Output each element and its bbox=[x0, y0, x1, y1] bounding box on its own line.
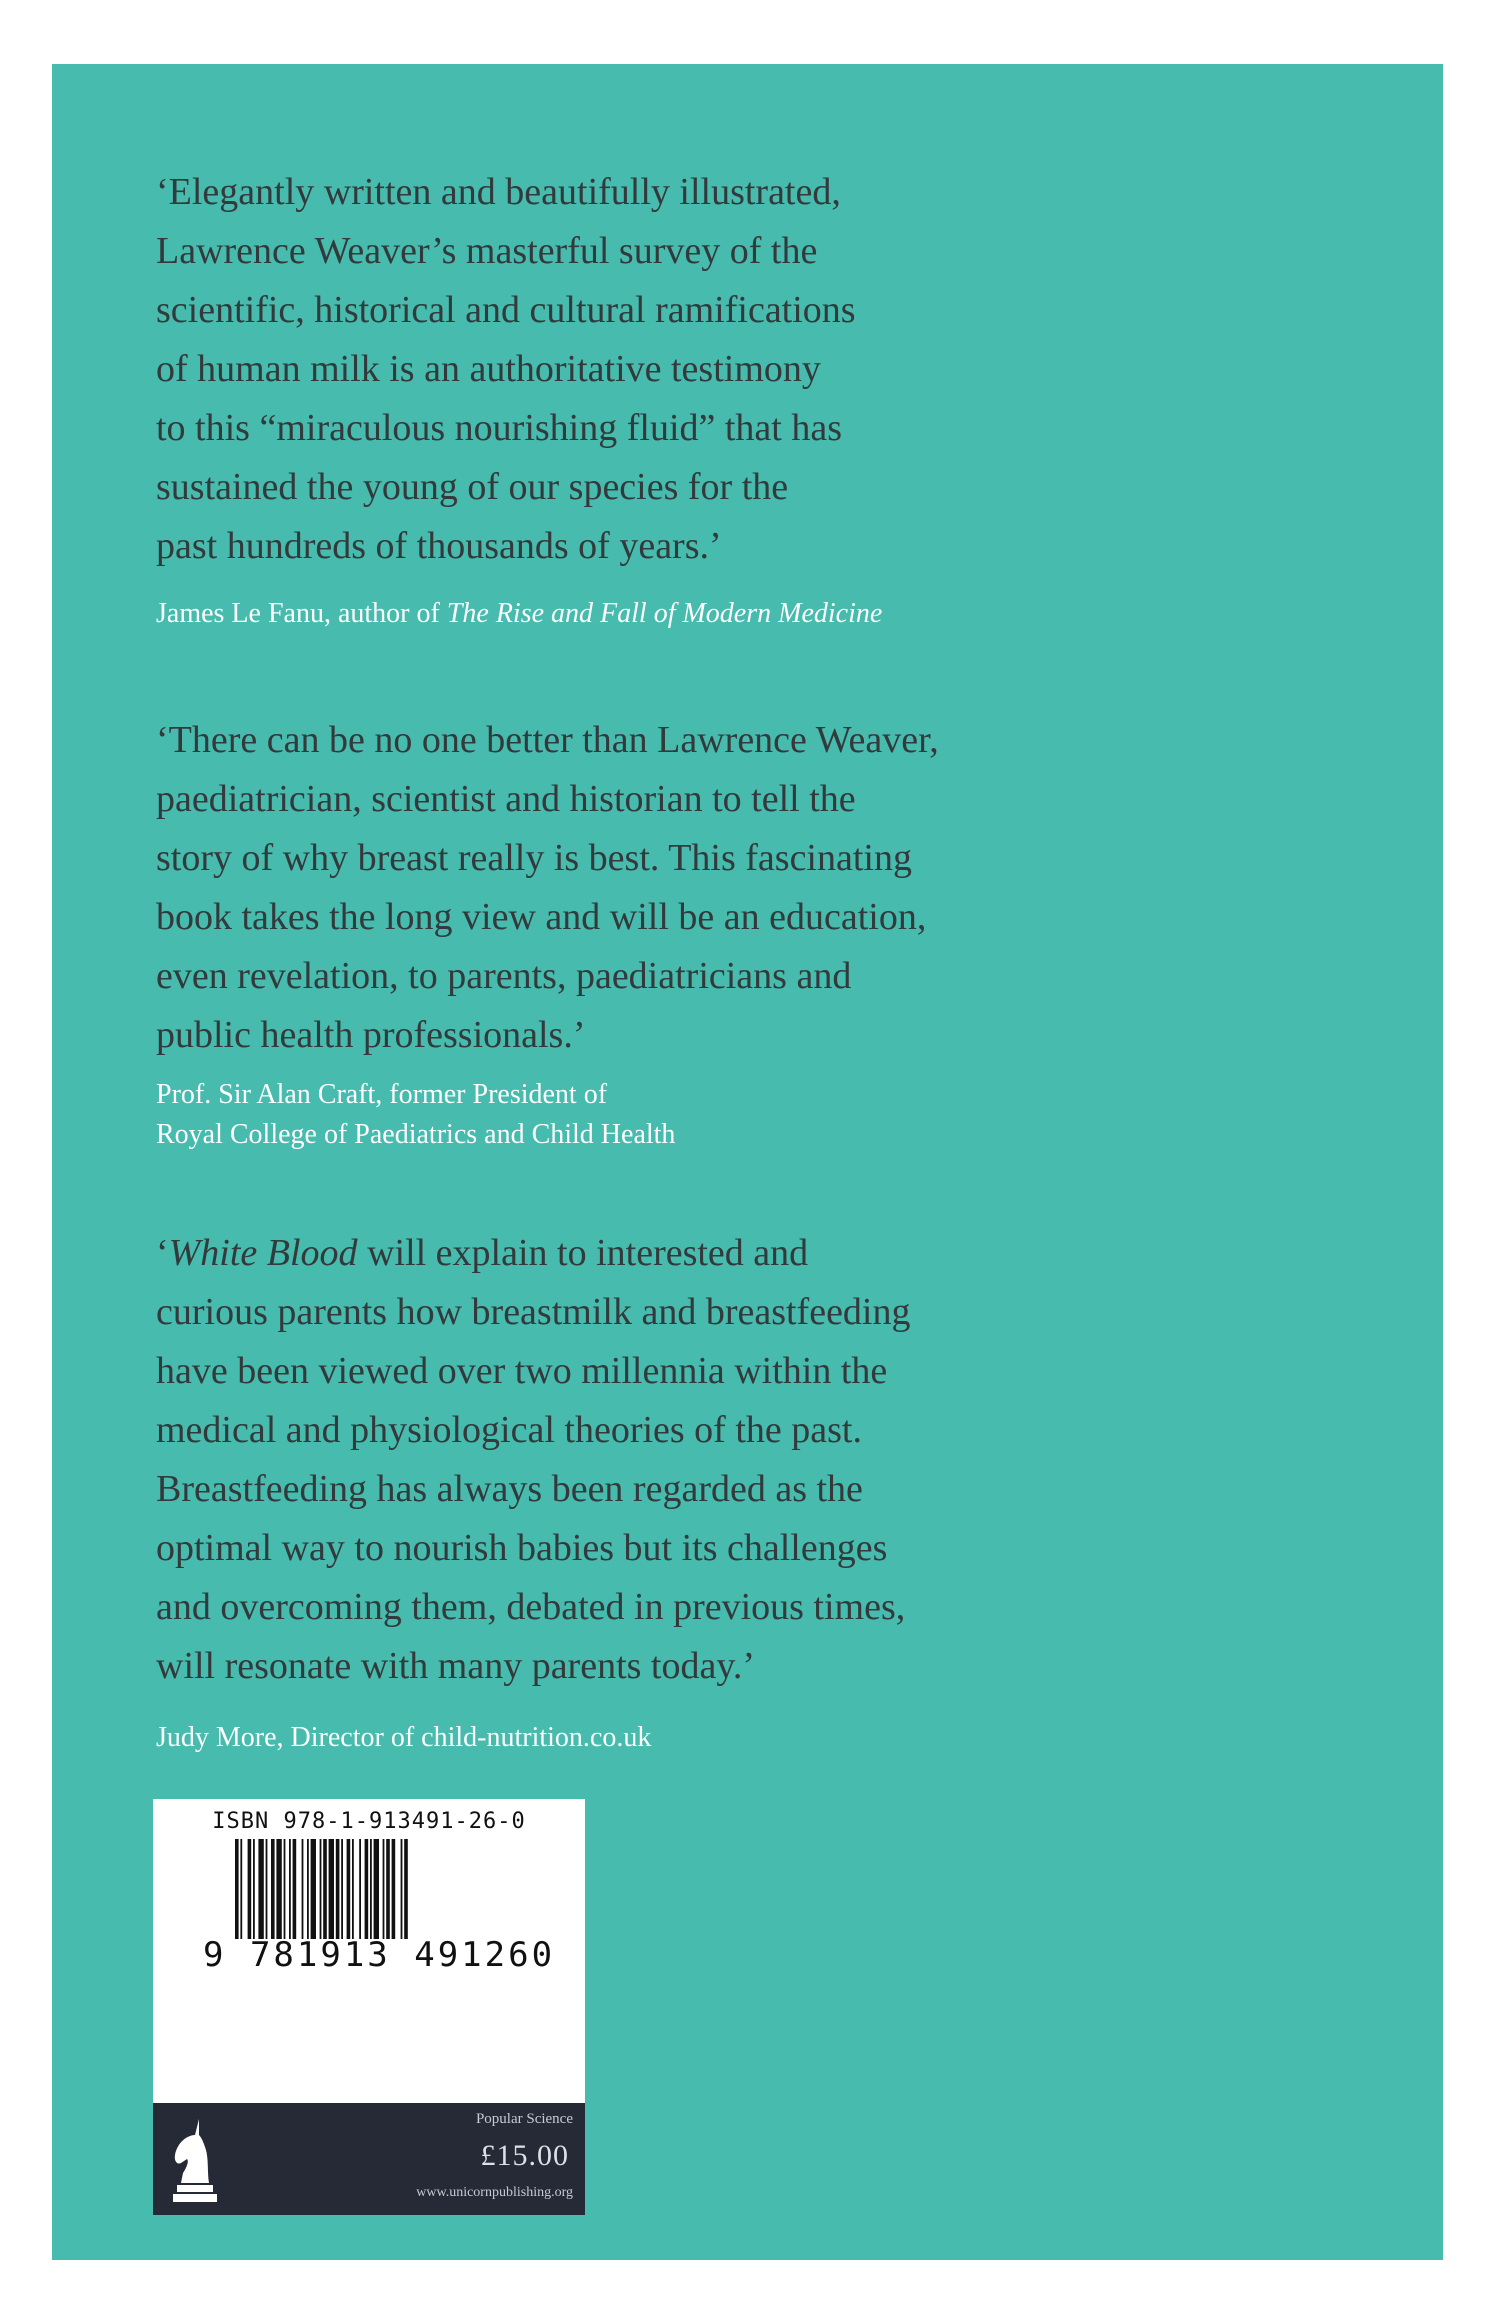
barcode-bar bbox=[347, 1839, 351, 1939]
attribution-name: James Le Fanu, author of bbox=[156, 598, 447, 629]
publisher-website: www.unicornpublishing.org bbox=[416, 2185, 573, 2200]
review-quote-2: ‘There can be no one better than Lawrence Weaver, paediatrician, scientist and historian to tell the story of why breast really is best. This fascinating book takes the long view and will be an education, even revelation, to parents, paediatricians and public health professionals.’ bbox=[156, 719, 939, 1056]
barcode-bar bbox=[284, 1839, 286, 1939]
quote-open-mark: ‘ bbox=[156, 1232, 169, 1274]
barcode-bar bbox=[365, 1839, 369, 1939]
barcode-bar bbox=[248, 1839, 252, 1939]
barcode-bar bbox=[383, 1839, 385, 1939]
barcode-bar bbox=[311, 1839, 316, 1939]
unicorn-chess-knight-icon bbox=[165, 2113, 227, 2205]
barcode-bar bbox=[276, 1839, 281, 1939]
barcode-bar bbox=[293, 1839, 297, 1939]
barcode-bar bbox=[401, 1839, 403, 1939]
barcode-bar bbox=[253, 1839, 255, 1939]
barcode-bar bbox=[329, 1839, 334, 1939]
barcode-bar bbox=[320, 1839, 322, 1939]
barcode-bar bbox=[235, 1839, 239, 1939]
quote-book-title: White Blood bbox=[168, 1232, 358, 1274]
barcode-bar bbox=[302, 1839, 304, 1939]
barcode-bar bbox=[336, 1839, 340, 1939]
barcode-bar bbox=[359, 1839, 361, 1939]
barcode-bar bbox=[392, 1839, 396, 1939]
barcode-bar bbox=[323, 1839, 327, 1939]
barcode-bar bbox=[386, 1839, 390, 1939]
isbn-label: ISBN 978-1-913491-26-0 bbox=[212, 1809, 526, 1834]
category-label: Popular Science bbox=[475, 2111, 573, 2127]
review-attribution-2: Prof. Sir Alan Craft, former President of Royal College of Paediatrics and Child Health bbox=[156, 1079, 676, 1150]
barcode-bar bbox=[266, 1839, 268, 1939]
barcode-bar bbox=[240, 1839, 242, 1939]
barcode-bar bbox=[341, 1839, 343, 1939]
review-quote-1: ‘Elegantly written and beautifully illustrated, Lawrence Weaver’s masterful survey of the scientific, historical and cultural ramifications of human milk is an authoritative testimony to this “miraculous nourishing fluid” that has sustained the young of our species for the past hundreds of thousands of years.’ bbox=[156, 171, 856, 567]
ean-digits: 9 781913 491260 bbox=[203, 1935, 556, 1975]
barcode-bars bbox=[235, 1839, 555, 1939]
barcode-bar bbox=[370, 1839, 372, 1939]
barcode-bar bbox=[374, 1839, 379, 1939]
price-label: £15.00 bbox=[480, 2139, 569, 2172]
publisher-panel bbox=[153, 2103, 585, 2215]
barcode-panel bbox=[153, 1799, 585, 2103]
attribution-book-title: The Rise and Fall of Modern Medicine bbox=[446, 598, 883, 629]
review-attribution-3: Judy More, Director of child-nutrition.co.uk bbox=[156, 1722, 652, 1753]
quote-body: will explain to interested and curious parents how breastmilk and breastfeeding have been viewed over two millennia within the medical and physiological theories of the past. Breastfeeding has always been regarded as the optimal way to nourish babies but its challenges and overcoming them, debated in previous times, will resonate with many parents today.’ bbox=[156, 1232, 911, 1687]
review-attribution-1 bbox=[156, 594, 882, 634]
barcode-bar bbox=[404, 1839, 408, 1939]
review-quote-3 bbox=[156, 1224, 911, 1696]
barcode-bar bbox=[258, 1839, 263, 1939]
barcode-bar bbox=[307, 1839, 309, 1939]
barcode-bar bbox=[271, 1839, 275, 1939]
barcode-bar bbox=[289, 1839, 291, 1939]
barcode-bar bbox=[352, 1839, 354, 1939]
